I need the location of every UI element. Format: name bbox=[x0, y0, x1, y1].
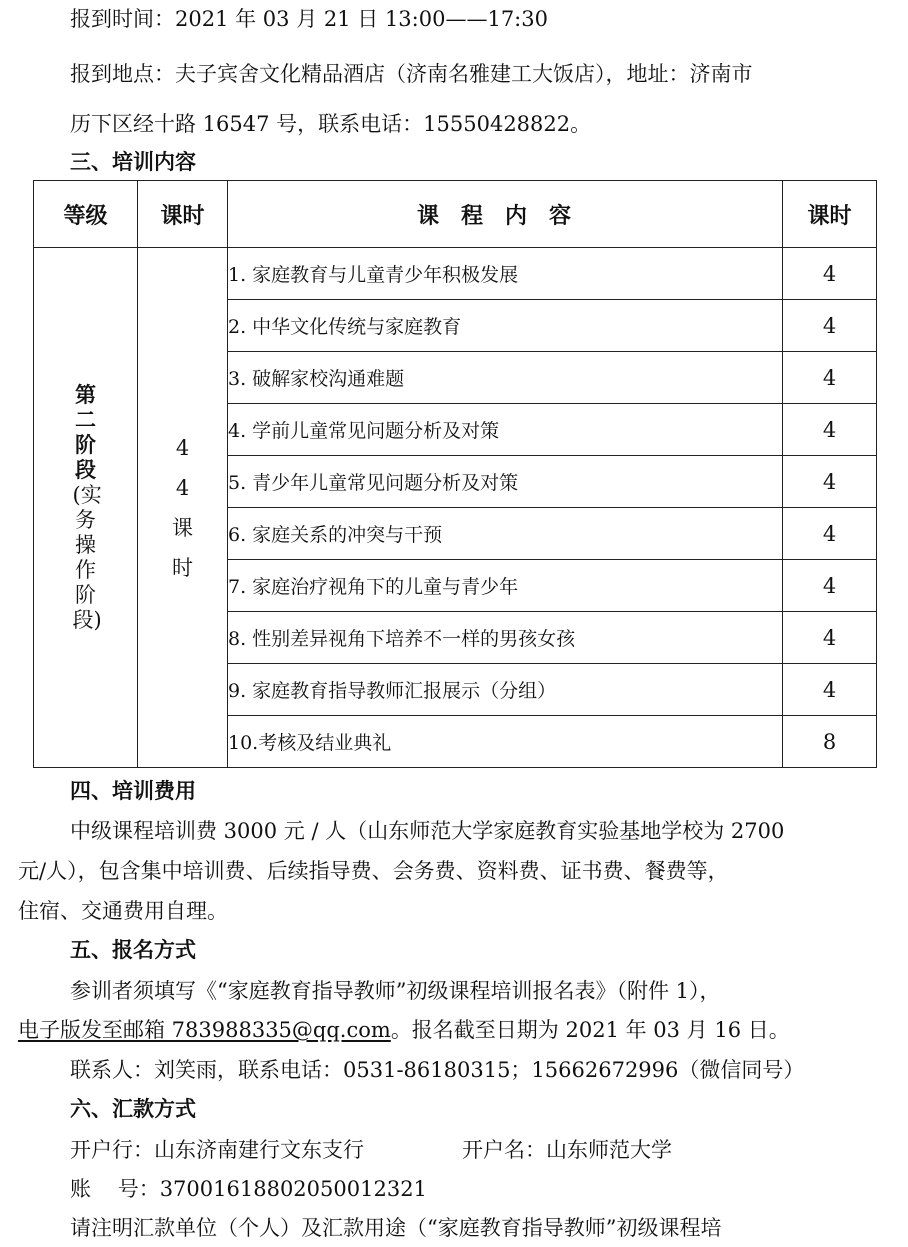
stage-cell bbox=[34, 248, 138, 768]
fee-line2: 元/人），包含集中培训费、后续指导费、会务费、资料费、证书费、餐费等， bbox=[18, 859, 729, 883]
course-hours: 4 bbox=[783, 508, 877, 560]
course-item: 9. 家庭教育指导教师汇报展示（分组） bbox=[228, 664, 783, 716]
course-hours: 4 bbox=[783, 352, 877, 404]
course-item: 6. 家庭关系的冲突与干预 bbox=[228, 508, 783, 560]
section4-heading: 四、培训费用 bbox=[70, 779, 196, 803]
course-hours: 4 bbox=[783, 456, 877, 508]
bank-name: 开户行：山东济南建行文东支行 bbox=[70, 1138, 364, 1162]
course-hours: 4 bbox=[783, 300, 877, 352]
course-hours: 8 bbox=[783, 716, 877, 768]
email-link[interactable]: 电子版发至邮箱 783988335@qq.com bbox=[18, 1018, 391, 1042]
course-item: 8. 性别差异视角下培养不一样的男孩女孩 bbox=[228, 612, 783, 664]
signup-line2 bbox=[18, 1014, 790, 1046]
report-place-line1: 报到地点：夫子宾舍文化精品酒店（济南名雅建工大饭店），地址：济南市 bbox=[70, 62, 753, 86]
course-item: 7. 家庭治疗视角下的儿童与青少年 bbox=[228, 560, 783, 612]
report-time: 报到时间：2021 年 03 月 21 日 13:00——17:30 bbox=[70, 7, 548, 31]
table-header-row bbox=[34, 181, 877, 248]
section6-heading: 六、汇款方式 bbox=[70, 1097, 196, 1121]
contact-line: 联系人：刘笑雨，联系电话：0531-86180315；15662672996（微信同号） bbox=[70, 1058, 805, 1082]
fee-line3: 住宿、交通费用自理。 bbox=[18, 899, 228, 923]
section5-heading: 五、报名方式 bbox=[70, 938, 196, 962]
signup-line1: 参训者须填写《“家庭教育指导教师”初级课程培训报名表》（附件 1）， bbox=[70, 979, 721, 1003]
course-hours: 4 bbox=[783, 248, 877, 300]
header-level: 等级 bbox=[34, 181, 138, 248]
total-hours-cell bbox=[138, 248, 228, 768]
course-item: 2. 中华文化传统与家庭教育 bbox=[228, 300, 783, 352]
course-hours: 4 bbox=[783, 404, 877, 456]
course-table bbox=[33, 180, 877, 768]
account-name: 开户名：山东师范大学 bbox=[462, 1138, 672, 1162]
course-item: 10.考核及结业典礼 bbox=[228, 716, 783, 768]
account-number: 账 号：37001618802050012321 bbox=[70, 1177, 427, 1201]
header-content: 课程内容 bbox=[228, 181, 783, 248]
stage-subtitle: (实务操作阶段) bbox=[72, 482, 102, 632]
report-place-line2: 历下区经十路 16547 号，联系电话：15550428822。 bbox=[70, 112, 592, 136]
course-hours: 4 bbox=[783, 664, 877, 716]
total-hours-unit: 课时 bbox=[172, 515, 193, 580]
section3-heading: 三、培训内容 bbox=[70, 150, 196, 174]
header-period: 课时 bbox=[138, 181, 228, 248]
course-item: 4. 学前儿童常见问题分析及对策 bbox=[228, 404, 783, 456]
signup-deadline: 。报名截至日期为 2021 年 03 月 16 日。 bbox=[390, 1018, 790, 1042]
course-hours: 4 bbox=[783, 612, 877, 664]
total-hours-number: 44 bbox=[175, 435, 190, 500]
stage-title: 第二阶段 bbox=[75, 382, 96, 482]
course-item: 1. 家庭教育与儿童青少年积极发展 bbox=[228, 248, 783, 300]
table-row bbox=[34, 248, 877, 300]
remittance-note: 请注明汇款单位（个人）及汇款用途（“家庭教育指导教师”初级课程培 bbox=[70, 1216, 722, 1240]
course-hours: 4 bbox=[783, 560, 877, 612]
fee-line1: 中级课程培训费 3000 元 / 人（山东师范大学家庭教育实验基地学校为 2700 bbox=[70, 819, 785, 843]
course-item: 5. 青少年儿童常见问题分析及对策 bbox=[228, 456, 783, 508]
header-hours: 课时 bbox=[783, 181, 877, 248]
course-item: 3. 破解家校沟通难题 bbox=[228, 352, 783, 404]
